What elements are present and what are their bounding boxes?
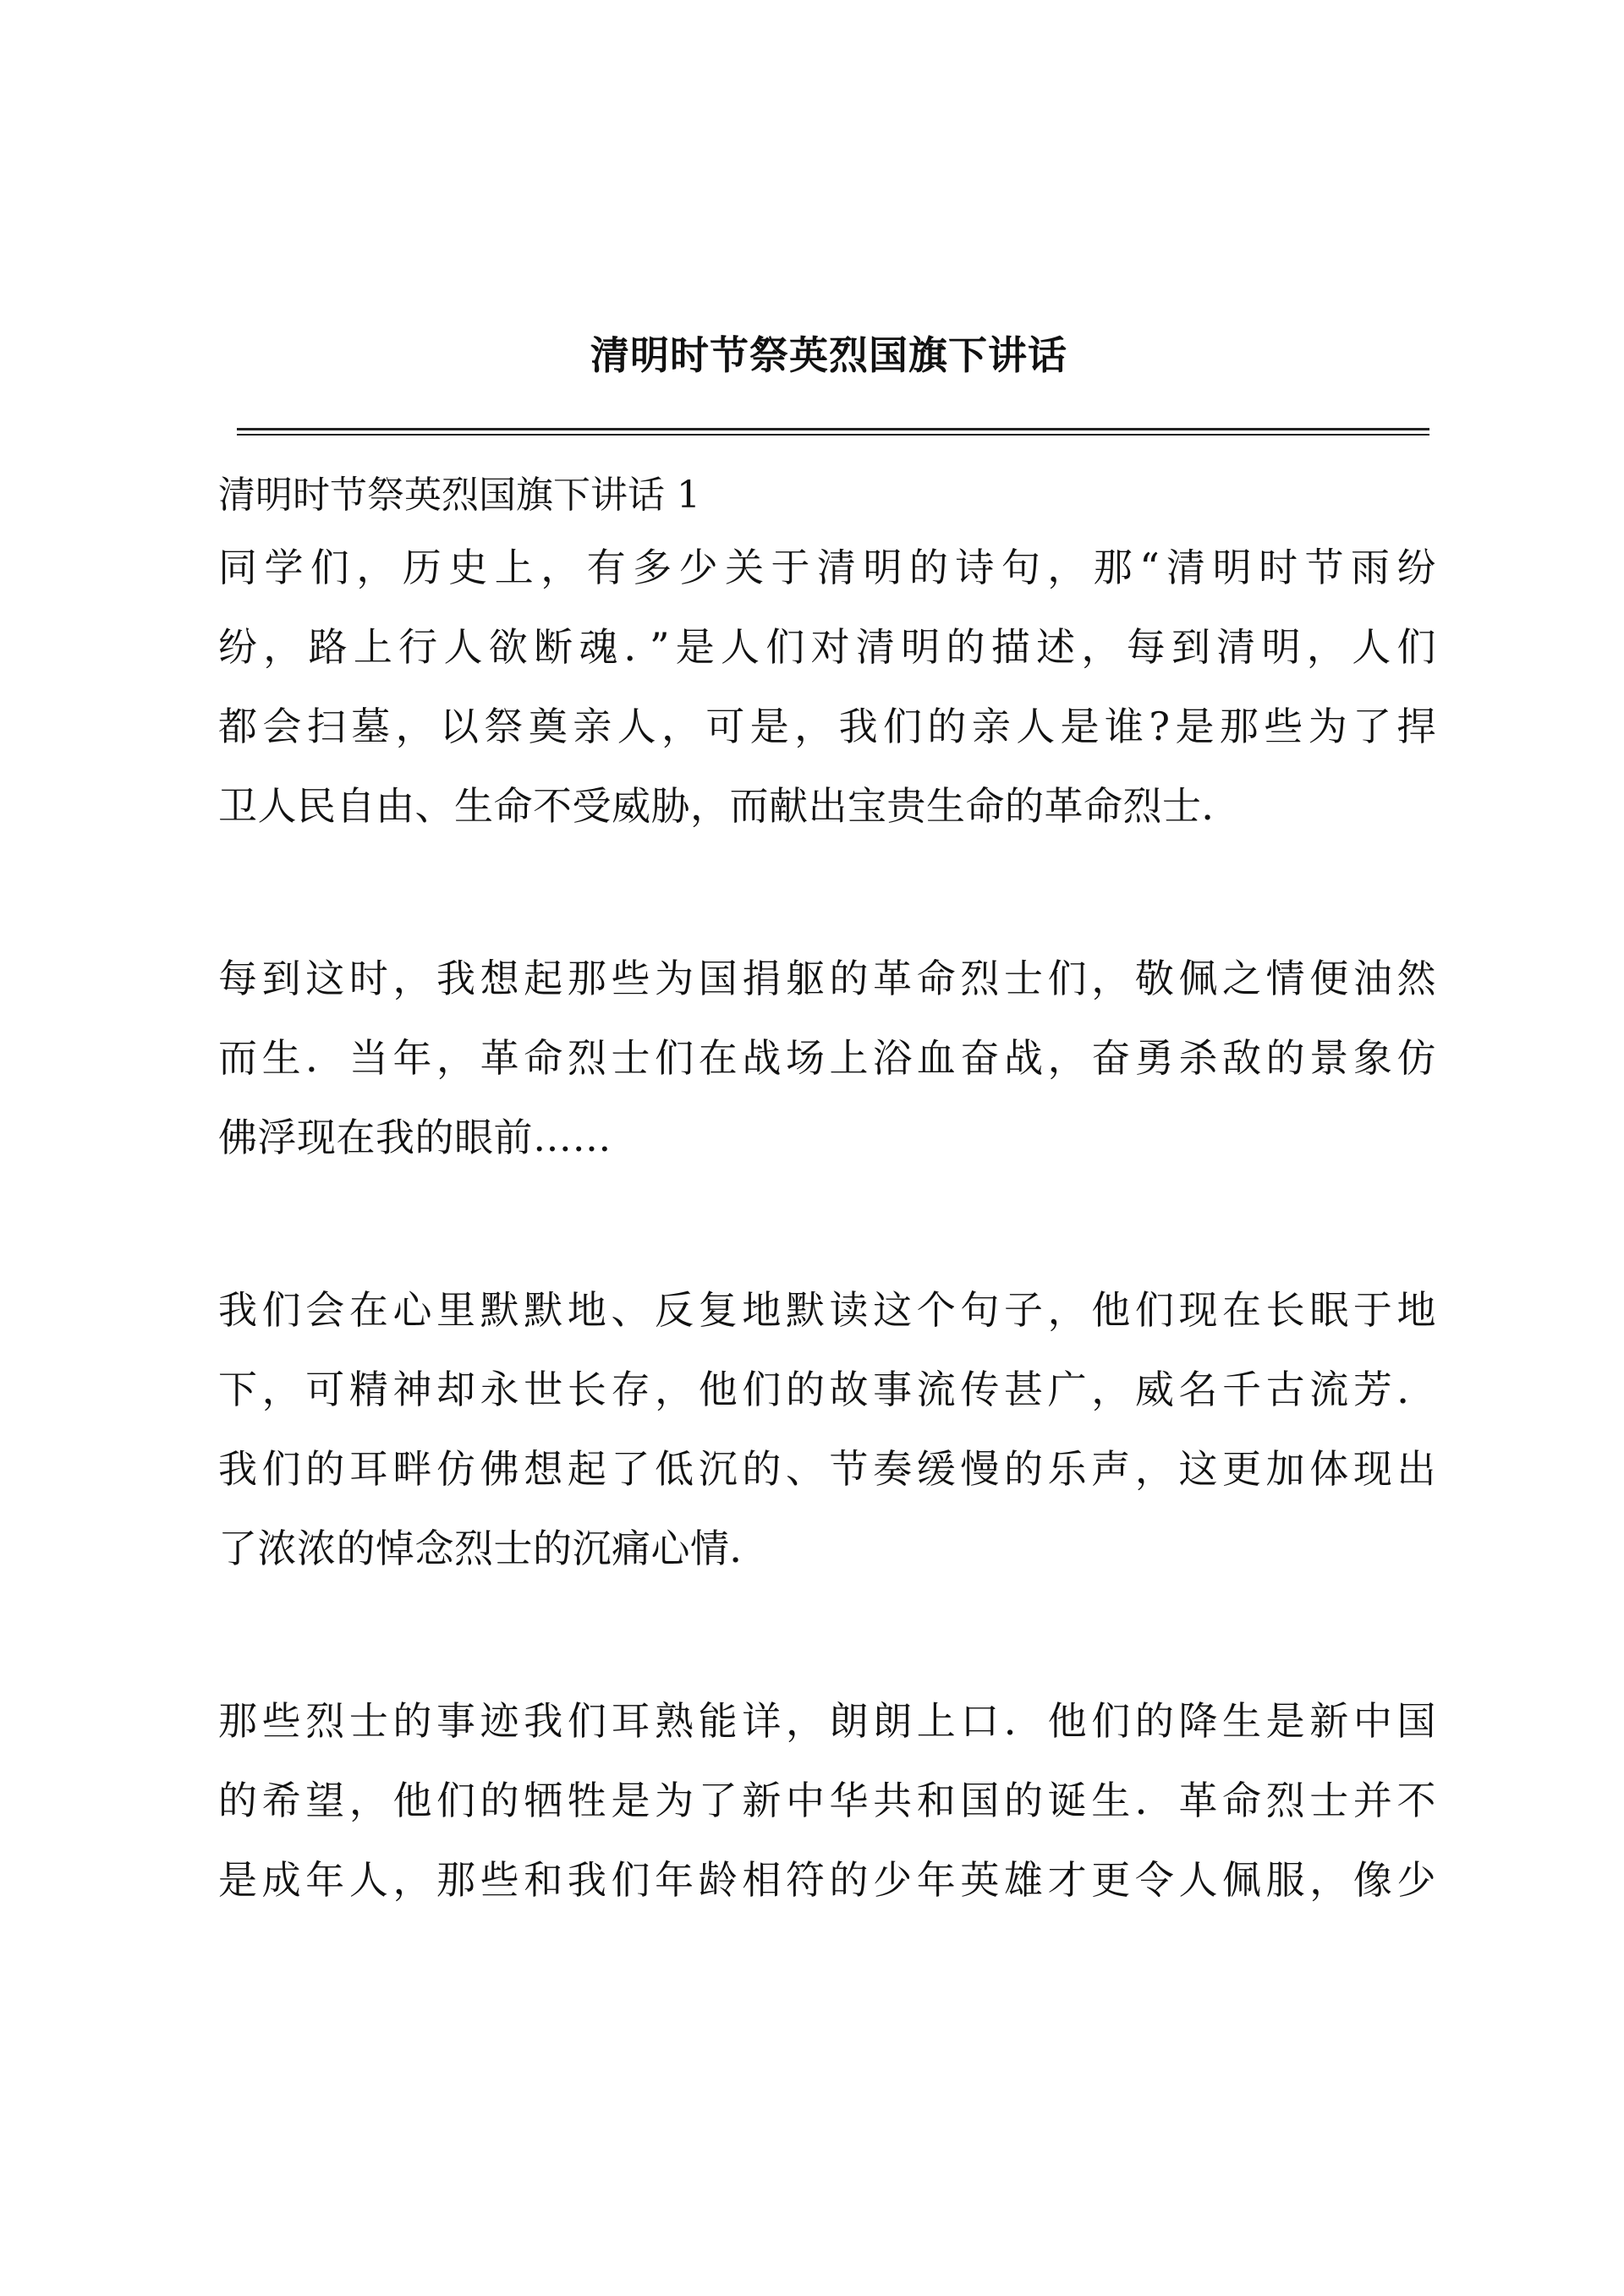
paragraph-line: 是成年人，那些和我们年龄相符的少年英雄才更令人佩服，像少	[218, 1857, 1436, 1903]
paragraph-line: 而生．当年，革命烈士们在战场上浴血奋战，奋勇杀敌的景象仿	[218, 1035, 1436, 1081]
paragraph-line: 了浓浓的悼念烈士的沉痛心情．	[218, 1526, 769, 1571]
paragraph-1	[218, 528, 1436, 846]
paragraph-2	[218, 939, 1436, 1177]
paragraph-spacer	[218, 1588, 1436, 1681]
paragraph-spacer	[218, 846, 1436, 939]
paragraph-line: 我们会在心里默默地、反复地默读这个句子，他们现在长眠于地	[218, 1287, 1436, 1333]
paragraph-line: 同学们，历史上，有多少关于清明的诗句，那“清明时节雨纷	[218, 545, 1436, 590]
document-title: 清明时节祭英烈国旗下讲话	[590, 332, 1067, 378]
paragraph-4	[218, 1681, 1436, 1920]
paragraph-line: 的希望，他们的牺牲是为了新中华共和国的诞生．革命烈士并不	[218, 1778, 1436, 1823]
paragraph-3	[218, 1270, 1436, 1588]
paragraph-line: 卫人民自由、生命不受威胁，而献出宝贵生命的革命烈士．	[218, 783, 1241, 829]
paragraph-line: 我们的耳畔仿佛想起了低沉的、节奏缓慢的乐声，这更加体现出	[218, 1446, 1436, 1492]
paragraph-line: 都会扫墓，以祭奠亲人，可是，我们的亲人是谁?是那些为了捍	[218, 704, 1436, 749]
section-heading: 清明时节祭英烈国旗下讲话 1	[218, 474, 700, 517]
document-body	[218, 463, 1436, 1920]
title-double-rule	[237, 428, 1429, 436]
paragraph-line: 每到这时，我想起那些为国捐躯的革命烈士们，敬佩之情便油然	[218, 956, 1436, 1001]
paragraph-line: 佛浮现在我的眼前……	[218, 1115, 612, 1160]
paragraph-line: 纷，路上行人欲断魂．”是人们对清明的描述，每到清明，人们	[218, 624, 1436, 670]
paragraph-line: 下，可精神却永世长存，他们的故事流传甚广，威名千古流芳．	[218, 1367, 1436, 1412]
paragraph-line: 那些烈士的事迹我们耳熟能详，朗朗上口．他们的降生是新中国	[218, 1698, 1436, 1744]
paragraph-spacer	[218, 1177, 1436, 1270]
